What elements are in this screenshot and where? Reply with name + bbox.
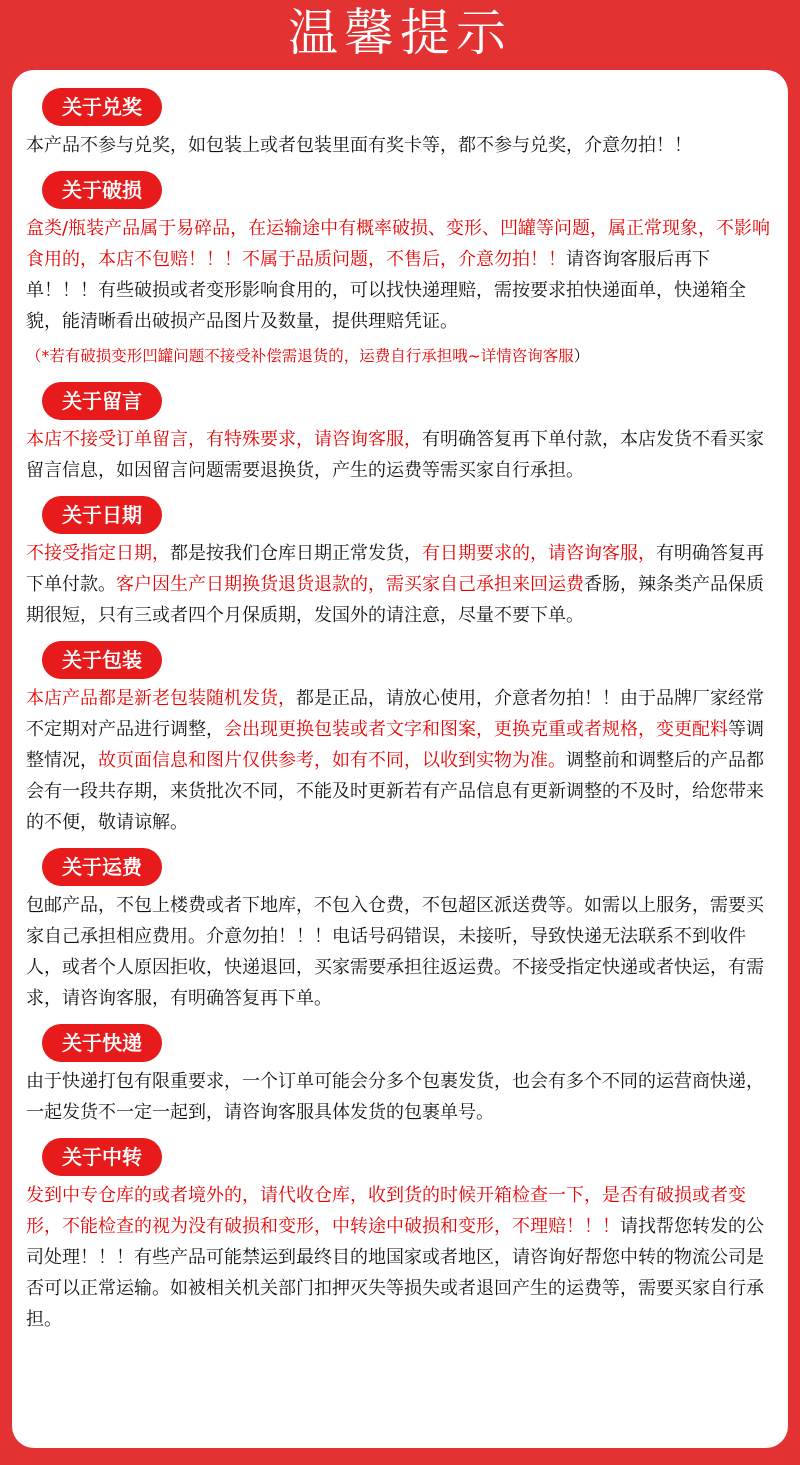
section-body (26, 130, 776, 161)
body-text: 调整前和调整后的产品都会有一段共存期，来货批次不同，不能及时更新若有产品信息有更新调整的不及时，给您带来的不便，敬请谅解。 (26, 750, 764, 833)
section-note: （*若有破损变形凹罐问题不接受补偿需退货的，运费自行承担哦~详情咨询客服） (26, 347, 590, 365)
note-text: 详情咨询客服 (480, 347, 574, 365)
section-body (26, 683, 776, 838)
section-body (26, 213, 776, 337)
body-text-emphasis: 故页面信息和图片仅供参考，如有不同，以收到实物为准。 (98, 750, 566, 771)
section-body (26, 538, 776, 631)
body-text: 等调整情况， (26, 719, 764, 771)
section-body (26, 1180, 776, 1335)
body-text: 都是正品，请放心使用，介意者勿拍！！由于品牌厂家经常不定期对产品进行调整， (26, 688, 764, 740)
section-heading: 关于快递 (42, 1024, 162, 1062)
body-text-emphasis: 有日期要求的，请咨询客服， (422, 543, 656, 564)
section-redemption (26, 82, 788, 161)
body-text: 有明确答复再下单付款，本店发货不看买家留言信息，如因留言问题需要退换货，产生的运费等需买家自行承担。 (26, 429, 764, 481)
section-heading: 关于日期 (42, 496, 162, 534)
section-packaging (26, 635, 788, 838)
body-text-emphasis: 会出现更换包装或者文字和图案，更换克重或者规格，变更配料 (224, 719, 728, 740)
body-text: 有明确答复再下单付款。 (26, 543, 764, 595)
section-courier (26, 1018, 788, 1128)
body-text-emphasis: 不接受指定日期， (26, 543, 170, 564)
body-text: 都是按我们仓库日期正常发货， (170, 543, 422, 564)
body-text: 请咨询客服后再下单！！！有些破损或者变形影响食用的，可以找快递理赔，需按要求拍快递面单，快递箱全貌，能清晰看出破损产品图片及数量，提供理赔凭证。 (26, 249, 746, 332)
section-heading: 关于中转 (42, 1138, 162, 1176)
section-transit (26, 1132, 788, 1335)
section-body (26, 424, 776, 486)
section-body (26, 1066, 776, 1128)
section-damage (26, 165, 788, 372)
body-text-emphasis: 客户因生产日期换货退货退款的，需买家自己承担来回运费 (116, 574, 584, 595)
section-message (26, 376, 788, 486)
body-text-emphasis: 盒类/瓶装产品属于易碎品，在运输途中有概率破损、变形、凹罐等问题，属正常现象，不影响食用的，本店不包赔！！！不属于品质问题，不售后，介意勿拍！！ (26, 218, 771, 270)
section-body (26, 890, 776, 1014)
page-title: 温馨提示 (288, 4, 512, 62)
body-text: 香肠，辣条类产品保质期很短，只有三或者四个月保质期，发国外的请注意，尽量不要下单。 (26, 574, 764, 626)
body-text: 由于快递打包有限重要求，一个订单可能会分多个包裹发货，也会有多个不同的运营商快递，一起发货不一定一起到，请咨询客服具体发货的包裹单号。 (26, 1071, 764, 1123)
section-date (26, 490, 788, 631)
section-heading: 关于运费 (42, 848, 162, 886)
body-text-emphasis: 发到中专仓库的或者境外的，请代收仓库，收到货的时候开箱检查一下，是否有破损或者变形，不能检查的视为没有破损和变形，中转途中破损和变形，不理赔！！！ (26, 1185, 746, 1237)
body-text: 本产品不参与兑奖，如包装上或者包装里面有奖卡等，都不参与兑奖，介意勿拍！！ (26, 135, 692, 156)
note-text: （*若有破损变形凹罐问题不接受补偿需退货的，运费自行承担哦~ (26, 347, 481, 365)
section-heading: 关于破损 (42, 171, 162, 209)
section-shipping-fee (26, 842, 788, 1014)
notice-panel (12, 70, 788, 1448)
section-heading: 关于兑奖 (42, 88, 162, 126)
body-text-emphasis: 本店产品都是新老包装随机发货， (26, 688, 296, 709)
body-text: 请找帮您转发的公司处理！！！有些产品可能禁运到最终目的地国家或者地区，请咨询好帮您中转的物流公司是否可以正常运输。如被相关机关部门扣押灭失等损失或者退回产生的运费等，需要买家自行承担。 (26, 1216, 764, 1330)
body-text-emphasis: 本店不接受订单留言，有特殊要求，请咨询客服， (26, 429, 422, 450)
section-heading: 关于留言 (42, 382, 162, 420)
section-heading: 关于包装 (42, 641, 162, 679)
body-text: 包邮产品，不包上楼费或者下地库，不包入仓费，不包超区派送费等。如需以上服务，需要买家自己承担相应费用。介意勿拍！！！电话号码错误，未接听，导致快递无法联系不到收件人，或者个人原因拒收，快递退回，买家需要承担往返运费。不接受指定快递或者快运，有需求，请咨询客服，有明确答复再下单。 (26, 895, 764, 1009)
